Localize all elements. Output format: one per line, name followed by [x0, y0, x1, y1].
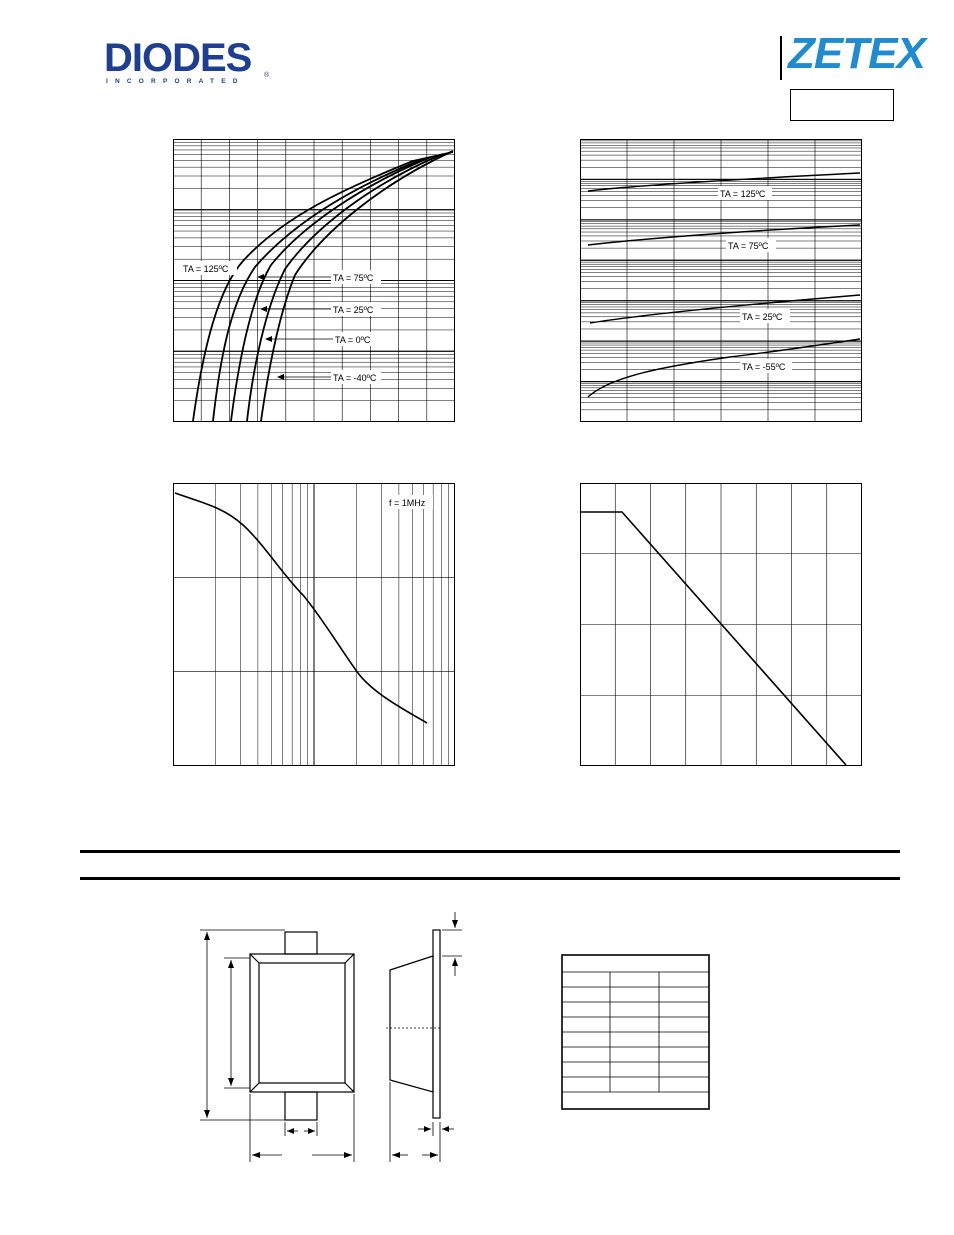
section-rule-top [80, 850, 900, 853]
label-125c: TA = 125ºC [720, 189, 766, 199]
label-75c: TA = 75ºC [333, 273, 374, 283]
curve-75c [213, 159, 423, 421]
capacitance-chart [173, 483, 455, 766]
side-view-body [390, 956, 433, 1092]
package-outline-drawing [190, 900, 480, 1170]
diodes-logo [104, 36, 276, 88]
derating-chart [580, 483, 862, 766]
package-body [250, 954, 354, 1092]
frequency-annotation: f = 1MHz [389, 498, 426, 508]
curve-m55c [588, 339, 860, 397]
forward-characteristics-chart [173, 139, 455, 422]
label-25c: TA = 25ºC [742, 312, 783, 322]
side-view-lead [433, 930, 440, 1118]
lead-bottom [285, 1092, 317, 1120]
zetex-divider [780, 36, 782, 80]
capacitance-curve [175, 493, 427, 723]
diodes-logo-word: DIODES [104, 36, 252, 80]
derating-curve [580, 512, 846, 765]
forward-curves [193, 151, 453, 421]
reverse-characteristics-chart [580, 139, 862, 422]
curve-25c [590, 295, 860, 323]
dimension-table [561, 954, 711, 1111]
label-75c: TA = 75ºC [728, 241, 769, 251]
label-125c: TA = 125ºC [183, 264, 229, 274]
label-0c: TA = 0ºC [335, 335, 371, 345]
label-m55c: TA = -55ºC [742, 362, 786, 372]
part-number-box [790, 89, 894, 121]
reverse-curves [588, 173, 860, 397]
label-25c: TA = 25ºC [333, 305, 374, 315]
lead-top [285, 932, 317, 954]
section-rule-bottom [80, 877, 900, 880]
curve-125c [193, 152, 453, 421]
label-m40c: TA = -40ºC [333, 373, 377, 383]
diodes-logo-subtitle: INCORPORATED [106, 78, 245, 85]
zetex-logo: ZETEX [788, 29, 925, 78]
curve-75c [588, 225, 860, 245]
trademark-symbol: ® [264, 72, 270, 79]
